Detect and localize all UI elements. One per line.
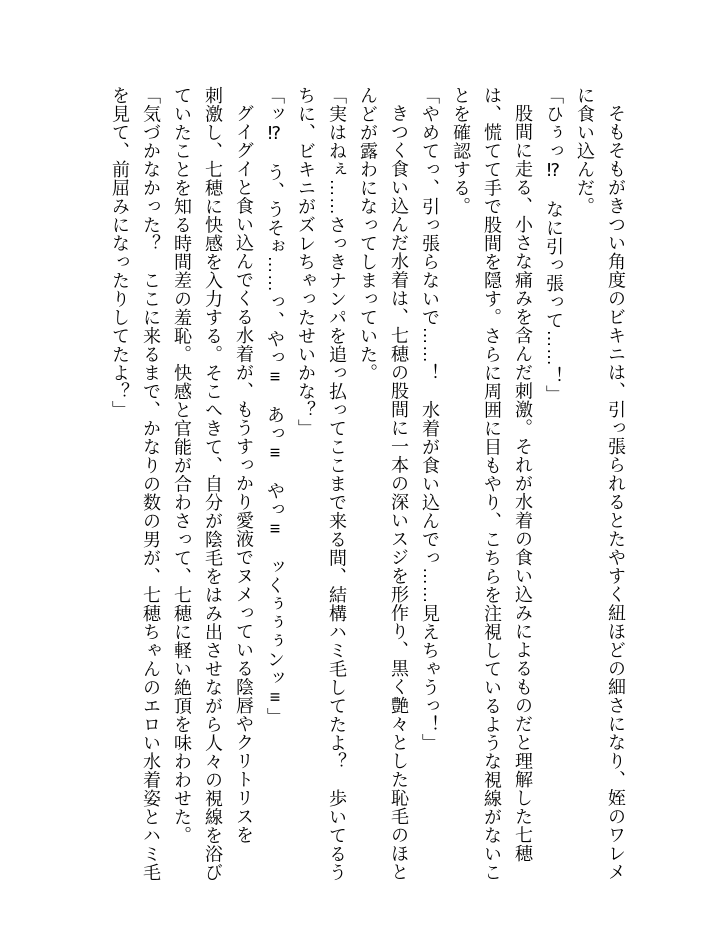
interrobang-mark: ⁉: [265, 123, 285, 145]
text-line: 「気づかなかった？ ここに来るまで、かなりの数の男が、七穂ちゃんのエロい水着姿とハミ毛: [141, 86, 161, 882]
text-line: 刺激し、七穂に快感を入力する。そこへきて、自分が陰毛をはみ出させながら人々の視線を浴び: [203, 86, 223, 882]
text-line: は、慌てて手で股間を隠す。さらに周囲に目もやり、こちらを注視しているような視線がないこ: [482, 86, 502, 882]
text-line: ていたことを知る時間差の羞恥。快感と官能が合わさって、七穂に軽い絶頂を味わわせた。: [172, 86, 192, 845]
text-line: 「実はねぇ……さっきナンパを追っ払ってここまで来る間、結構ハミ毛してたよ？ 歩いてるう: [327, 86, 347, 882]
emphasis-mark: ≡: [265, 518, 285, 539]
text-line: 「ッ⁉ う、うそぉ……っ、やっ≡ あっ≡ やっ≡ ッくぅぅぅンッ≡」: [265, 86, 285, 726]
text-line: を見て、前屈みになったりしてたよ？」: [110, 86, 130, 419]
emphasis-mark: ≡: [265, 442, 285, 463]
interrobang-mark: ⁉: [544, 160, 564, 182]
text-line: ちに、ビキニがズレちゃったせいかな？」: [296, 86, 316, 438]
text-line: グイグイと食い込んでくる水着が、もうすっかり愛液でヌメっている陰唇やクリトリスを: [234, 104, 254, 844]
text-line: 「ひぅっ⁉ なに引っ張って……！」: [544, 86, 564, 404]
text-line: んどが露わになってしまっていた。: [358, 86, 378, 382]
text-line: 股間に走る、小さな痛みを含んだ刺激。それが水着の食い込みによるものだと理解した七穂: [513, 104, 533, 863]
emphasis-mark: ≡: [265, 687, 285, 708]
text-line: 「やめてっ、引っ張らないで……！ 水着が食い込んでっ……見えちゃうっ！」: [420, 86, 440, 752]
text-line: とを確認する。: [451, 86, 471, 216]
novel-text-block: [104, 86, 631, 886]
text-line: きつく食い込んだ水着は、七穂の股間に一本の深いスジを形作り、黒く艶々とした恥毛のほと: [389, 104, 409, 881]
text-line: に食い込んだ。: [575, 86, 595, 216]
emphasis-mark: ≡: [265, 366, 285, 387]
text-line: そもそもがきつい角度のビキニは、引っ張られるとたやすく紐ほどの細さになり、姪のワレメ: [606, 104, 626, 881]
